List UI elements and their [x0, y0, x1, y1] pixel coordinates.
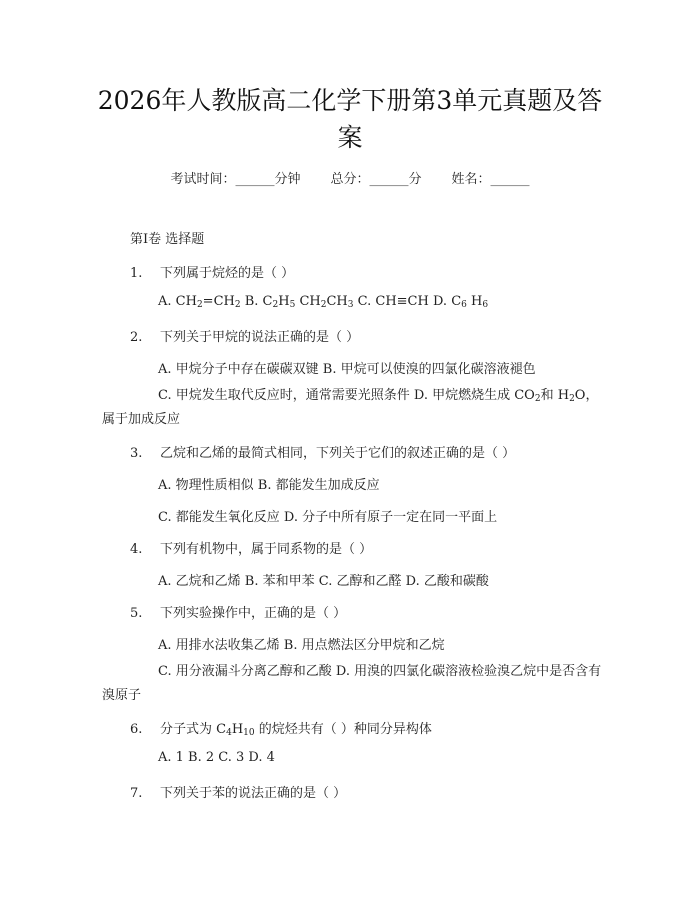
question-1-options — [158, 294, 488, 309]
question-3 — [130, 442, 515, 461]
question-number: 3. — [130, 446, 143, 461]
option-text: CH — [295, 294, 321, 309]
subscript: 4 — [226, 728, 232, 738]
option-text: C. 甲烷发生取代反应时，通常需要光照条件 D. 甲烷燃烧生成 CO — [158, 388, 535, 403]
question-stem: 乙烷和乙烯的最简式相同，下列关于它们的叙述正确的是（ ） — [160, 446, 516, 461]
exam-meta — [0, 168, 700, 187]
question-number: 4. — [130, 542, 143, 557]
page-title: 2026年人教版高二化学下册第3单元真题及答案 — [97, 86, 603, 152]
question-5-options-line-1: A. 用排水法收集乙烯 B. 用点燃法区分甲烷和乙烷 — [158, 638, 445, 653]
option-text: CH — [326, 294, 348, 309]
subscript: 2 — [196, 300, 203, 310]
time-label: 考试时间：______分钟 — [170, 172, 301, 187]
subscript: 2 — [234, 300, 241, 310]
question-stem: 分子式为 C — [160, 722, 227, 737]
question-number: 2. — [130, 330, 143, 345]
option-text: C. CH≡CH D. C — [353, 294, 462, 309]
question-1 — [130, 262, 294, 281]
subscript: 10 — [243, 728, 255, 738]
subscript: 3 — [347, 300, 354, 310]
question-6-options: A. 1 B. 2 C. 3 D. 4 — [158, 750, 275, 765]
question-stem: 下列有机物中，属于同系物的是（ ） — [160, 542, 373, 557]
option-text: =CH — [202, 294, 235, 309]
option-text: H — [278, 294, 290, 309]
option-text: B. C — [240, 294, 273, 309]
question-stem: 下列属于烷烃的是（ ） — [160, 266, 295, 281]
question-6 — [130, 718, 432, 737]
score-label: 总分：______分 — [330, 172, 422, 187]
question-stem: 下列关于苯的说法正确的是（ ） — [160, 786, 347, 801]
question-stem: 的烷烃共有（ ）种同分异构体 — [254, 722, 432, 737]
question-2 — [130, 326, 359, 345]
question-number: 1. — [130, 266, 143, 281]
subscript: 2 — [534, 394, 541, 404]
question-5-options-line-2: C. 用分液漏斗分离乙醇和乙酸 D. 用溴的四氯化碳溶液检验溴乙烷中是否含有溴原子 — [102, 664, 602, 703]
option-text: H — [466, 294, 483, 309]
question-stem: 下列实验操作中，正确的是（ ） — [160, 606, 347, 621]
subscript: 2 — [569, 394, 575, 404]
option-text: 和 H — [540, 388, 570, 403]
section-title: 第Ⅰ卷 选择题 — [130, 232, 205, 247]
option-text: O，属于加成反应 — [102, 388, 599, 427]
question-number: 7. — [130, 786, 143, 801]
subscript: 2 — [272, 300, 279, 310]
question-3-options-line-2: C. 都能发生氧化反应 D. 分子中所有原子一定在同一平面上 — [158, 510, 498, 525]
question-number: 5. — [130, 606, 143, 621]
option-text: A. CH — [158, 294, 197, 309]
question-3-options-line-1: A. 物理性质相似 B. 都能发生加成反应 — [158, 478, 380, 493]
name-label: 姓名：______ — [451, 172, 530, 187]
question-4-options: A. 乙烷和乙烯 B. 苯和甲苯 C. 乙醇和乙醛 D. 乙酸和碳酸 — [158, 574, 489, 589]
question-4 — [130, 538, 372, 557]
subscript: 5 — [289, 300, 296, 310]
question-5 — [130, 602, 346, 621]
subscript: 2 — [320, 300, 327, 310]
question-2-options-line-2 — [102, 384, 602, 432]
subscript: 6 — [461, 300, 467, 310]
question-stem: H — [231, 722, 244, 737]
subscript: 6 — [482, 300, 489, 310]
question-2-options-line-1: A. 甲烷分子中存在碳碳双键 B. 甲烷可以使溴的四氯化碳溶液褪色 — [158, 362, 536, 377]
question-number: 6. — [130, 722, 143, 737]
question-stem: 下列关于甲烷的说法正确的是（ ） — [160, 330, 360, 345]
question-7 — [130, 782, 346, 801]
